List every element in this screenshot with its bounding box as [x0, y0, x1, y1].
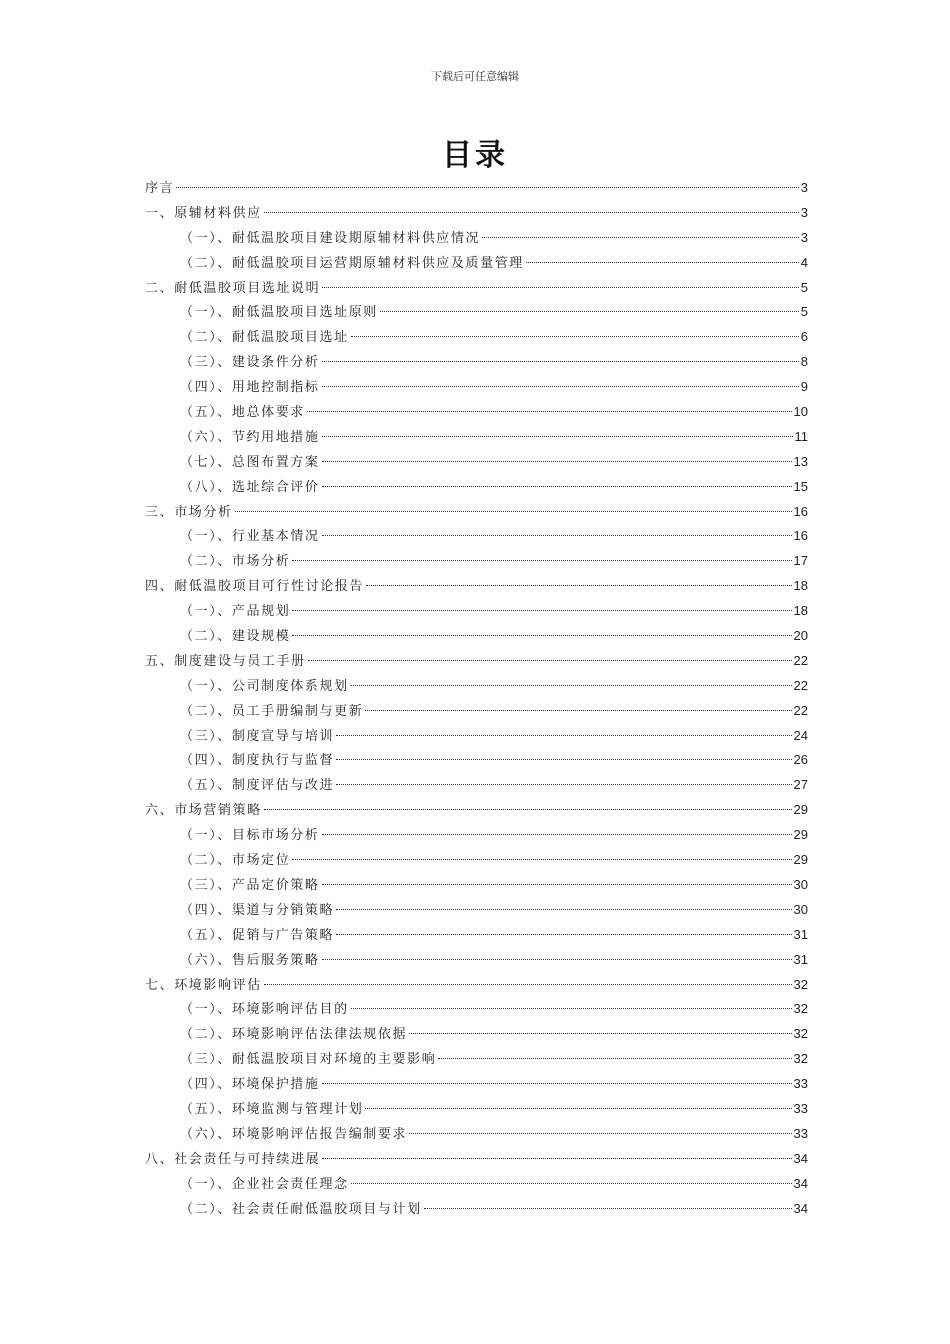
toc-page-number: 24 — [793, 727, 808, 743]
toc-entry-title: 四、耐低温胶项目可行性讨论报告 — [145, 579, 365, 595]
toc-entry-title: 七、环境影响评估 — [145, 977, 262, 993]
toc-entry-title: （四）、用地控制指标 — [180, 380, 320, 396]
toc-page-number: 22 — [793, 677, 808, 693]
toc-dot-leader — [322, 834, 792, 835]
toc-page-number: 3 — [800, 229, 808, 245]
toc-page-number: 34 — [793, 1150, 808, 1166]
toc-entry-title: 六、市场营销策略 — [145, 803, 262, 819]
toc-section-link[interactable] — [145, 201, 808, 226]
toc-subsection-link[interactable] — [145, 624, 808, 649]
toc-section-link[interactable] — [145, 973, 808, 998]
toc-subsection-link[interactable] — [145, 823, 808, 848]
toc-subsection-link[interactable] — [145, 325, 808, 350]
toc-dot-leader — [322, 535, 792, 536]
toc-section-link[interactable] — [145, 574, 808, 599]
toc-dot-leader — [336, 784, 791, 785]
page-title: 目录 — [442, 138, 508, 173]
toc-page-number: 3 — [800, 204, 808, 220]
toc-page-number: 34 — [793, 1175, 808, 1191]
toc-entry-title: （四）、环境保护措施 — [180, 1077, 320, 1093]
toc-entry-title: （一）、企业社会责任理念 — [180, 1176, 349, 1192]
toc-page-number: 22 — [793, 702, 808, 718]
toc-entry-title: （二）、社会责任耐低温胶项目与计划 — [180, 1201, 422, 1217]
toc-page-number: 33 — [793, 1125, 808, 1141]
toc-subsection-link[interactable] — [145, 1022, 808, 1047]
toc-subsection-link[interactable] — [145, 923, 808, 948]
toc-page-number: 27 — [793, 777, 808, 793]
toc-dot-leader — [351, 1183, 792, 1184]
toc-page-number: 32 — [793, 1051, 808, 1067]
toc-entry-title: （五）、地总体要求 — [180, 405, 305, 421]
toc-page-number: 33 — [793, 1100, 808, 1116]
toc-dot-leader — [351, 336, 799, 337]
toc-entry-title: （二）、耐低温胶项目选址 — [180, 330, 349, 346]
toc-entry-title: 序言 — [145, 181, 175, 196]
toc-dot-leader — [292, 859, 791, 860]
toc-subsection-link[interactable] — [145, 773, 808, 798]
toc-dot-leader — [336, 759, 791, 760]
toc-page-number: 13 — [793, 453, 808, 469]
toc-subsection-link[interactable] — [145, 599, 808, 624]
toc-section-link[interactable] — [145, 500, 808, 525]
toc-entry-title: （六）、售后服务策略 — [180, 952, 320, 968]
toc-dot-leader — [322, 486, 792, 487]
toc-subsection-link[interactable] — [145, 450, 808, 475]
toc-entry-title: （一）、行业基本情况 — [180, 529, 320, 545]
toc-dot-leader — [336, 735, 791, 736]
toc-page-number: 32 — [793, 1026, 808, 1042]
toc-page-number: 33 — [793, 1076, 808, 1092]
toc-section-link[interactable] — [145, 176, 808, 201]
toc-entry-title: （二）、市场定位 — [180, 853, 291, 869]
toc-dot-leader — [292, 560, 791, 561]
toc-page-number: 29 — [793, 827, 808, 843]
toc-subsection-link[interactable] — [145, 997, 808, 1022]
toc-page-number: 22 — [793, 652, 808, 668]
toc-dot-leader — [365, 710, 791, 711]
toc-dot-leader — [322, 386, 799, 387]
toc-entry-title: （五）、环境监测与管理计划 — [180, 1101, 364, 1117]
toc-section-link[interactable] — [145, 649, 808, 674]
toc-entry-title: 八、社会责任与可持续进展 — [145, 1151, 321, 1167]
page-header: 下载后可任意编辑 — [431, 70, 519, 83]
toc-entry-title: （八）、选址综合评价 — [180, 479, 320, 495]
toc-dot-leader — [322, 884, 792, 885]
toc-subsection-link[interactable] — [145, 873, 808, 898]
toc-entry-title: （二）、环境影响评估法律法规依据 — [180, 1027, 408, 1043]
toc-dot-leader — [264, 809, 792, 810]
toc-dot-leader — [409, 1033, 791, 1034]
toc-dot-leader — [235, 511, 792, 512]
toc-subsection-link[interactable] — [145, 748, 808, 773]
toc-entry-title: 五、制度建设与员工手册 — [145, 653, 306, 669]
toc-dot-leader — [482, 237, 799, 238]
toc-subsection-link[interactable] — [145, 1047, 808, 1072]
toc-subsection-link[interactable] — [145, 475, 808, 500]
toc-page-number: 11 — [794, 428, 808, 444]
toc-dot-leader — [292, 635, 791, 636]
toc-page-number: 30 — [793, 876, 808, 892]
toc-entry-title: 三、市场分析 — [145, 504, 233, 520]
toc-entry-title: （三）、建设条件分析 — [180, 355, 320, 371]
toc-dot-leader — [322, 361, 799, 362]
toc-entry-title: （一）、耐低温胶项目建设期原辅材料供应情况 — [180, 230, 481, 246]
toc-dot-leader — [307, 411, 792, 412]
toc-subsection-link[interactable] — [145, 300, 808, 325]
toc-dot-leader — [322, 1158, 791, 1159]
toc-subsection-link[interactable] — [145, 699, 808, 724]
toc-dot-leader — [336, 934, 791, 935]
toc-page-number: 8 — [800, 354, 808, 370]
toc-subsection-link[interactable] — [145, 251, 808, 276]
toc-dot-leader — [351, 685, 792, 686]
toc-page-number: 4 — [800, 254, 808, 270]
toc-entry-title: （一）、环境影响评估目的 — [180, 1002, 349, 1018]
toc-entry-title: （七）、总图布置方案 — [180, 454, 320, 470]
toc-dot-leader — [264, 984, 792, 985]
toc-page-number: 9 — [800, 379, 808, 395]
toc-dot-leader — [322, 436, 793, 437]
toc-dot-leader — [424, 1208, 792, 1209]
toc-entry-title: （一）、耐低温胶项目选址原则 — [180, 305, 378, 321]
toc-page-number: 18 — [793, 578, 808, 594]
toc-dot-leader — [308, 660, 792, 661]
toc-dot-leader — [365, 1108, 791, 1109]
toc-entry-title: （一）、目标市场分析 — [180, 828, 320, 844]
toc-entry-title: （二）、耐低温胶项目运营期原辅材料供应及质量管理 — [180, 255, 524, 271]
toc-subsection-link[interactable] — [145, 350, 808, 375]
toc-entry-title: （二）、员工手册编制与更新 — [180, 703, 364, 719]
toc-subsection-link[interactable] — [145, 1197, 808, 1222]
toc-subsection-link[interactable] — [145, 400, 808, 425]
toc-page-number: 10 — [793, 404, 808, 420]
toc-entry-title: （六）、节约用地措施 — [180, 429, 320, 445]
toc-page-number: 34 — [793, 1200, 808, 1216]
toc-dot-leader — [366, 585, 792, 586]
toc-page-number: 5 — [800, 279, 808, 295]
toc-page-number: 16 — [793, 503, 808, 519]
toc-entry-title: （三）、产品定价策略 — [180, 877, 320, 893]
toc-page-number: 20 — [793, 628, 808, 644]
toc-page-number: 31 — [793, 926, 808, 942]
toc-subsection-link[interactable] — [145, 724, 808, 749]
toc-dot-leader — [438, 1058, 791, 1059]
toc-entry-title: （三）、制度宣导与培训 — [180, 728, 335, 744]
toc-page-number: 17 — [793, 553, 808, 569]
toc-page-number: 5 — [800, 304, 808, 320]
toc-entry-title: （二）、市场分析 — [180, 554, 291, 570]
toc-subsection-link[interactable] — [145, 1097, 808, 1122]
toc-dot-leader — [176, 187, 799, 188]
toc-section-link[interactable] — [145, 276, 808, 301]
toc-dot-leader — [322, 1083, 792, 1084]
toc-page-number: 26 — [793, 752, 808, 768]
toc-entry-title: 一、原辅材料供应 — [145, 205, 262, 221]
toc-page-number: 3 — [800, 180, 808, 195]
toc-dot-leader — [526, 262, 799, 263]
toc-entry-title: （一）、公司制度体系规划 — [180, 678, 349, 694]
toc-subsection-link[interactable] — [145, 674, 808, 699]
toc-page-number: 29 — [793, 852, 808, 868]
toc-page-number: 16 — [793, 528, 808, 544]
toc-page-number: 32 — [793, 976, 808, 992]
toc-page-number: 15 — [793, 478, 808, 494]
toc-subsection-link[interactable] — [145, 1072, 808, 1097]
toc-dot-leader — [322, 287, 799, 288]
toc-entry-title: （一）、产品规划 — [180, 604, 291, 620]
toc-subsection-link[interactable] — [145, 375, 808, 400]
toc-dot-leader — [409, 1133, 791, 1134]
toc-dot-leader — [264, 212, 799, 213]
toc-entry-title: （六）、环境影响评估报告编制要求 — [180, 1126, 408, 1142]
toc-subsection-link[interactable] — [145, 1122, 808, 1147]
toc-subsection-link[interactable] — [145, 549, 808, 574]
toc-entry-title: （四）、渠道与分销策略 — [180, 902, 335, 918]
toc-entry-title: （四）、制度执行与监督 — [180, 753, 335, 769]
toc-page-number: 29 — [793, 802, 808, 818]
toc-page-number: 32 — [793, 1001, 808, 1017]
toc-dot-leader — [336, 909, 791, 910]
toc-subsection-link[interactable] — [145, 848, 808, 873]
toc-page-number: 31 — [793, 951, 808, 967]
toc-dot-leader — [322, 461, 792, 462]
toc-dot-leader — [292, 610, 791, 611]
toc-dot-leader — [322, 959, 792, 960]
toc-section-link[interactable] — [145, 1147, 808, 1172]
table-of-contents — [145, 176, 808, 1221]
toc-entry-title: （二）、建设规模 — [180, 629, 291, 645]
toc-dot-leader — [351, 1008, 792, 1009]
toc-page-number: 6 — [800, 329, 808, 345]
toc-subsection-link[interactable] — [145, 226, 808, 251]
toc-entry-title: （三）、耐低温胶项目对环境的主要影响 — [180, 1052, 437, 1068]
toc-section-link[interactable] — [145, 798, 808, 823]
toc-entry-title: （五）、促销与广告策略 — [180, 927, 335, 943]
toc-entry-title: 二、耐低温胶项目选址说明 — [145, 280, 321, 296]
toc-subsection-link[interactable] — [145, 898, 808, 923]
toc-page-number: 18 — [793, 603, 808, 619]
toc-subsection-link[interactable] — [145, 425, 808, 450]
toc-subsection-link[interactable] — [145, 948, 808, 973]
toc-page-number: 30 — [793, 901, 808, 917]
toc-entry-title: （五）、制度评估与改进 — [180, 778, 335, 794]
toc-subsection-link[interactable] — [145, 1172, 808, 1197]
toc-subsection-link[interactable] — [145, 524, 808, 549]
toc-dot-leader — [380, 311, 799, 312]
